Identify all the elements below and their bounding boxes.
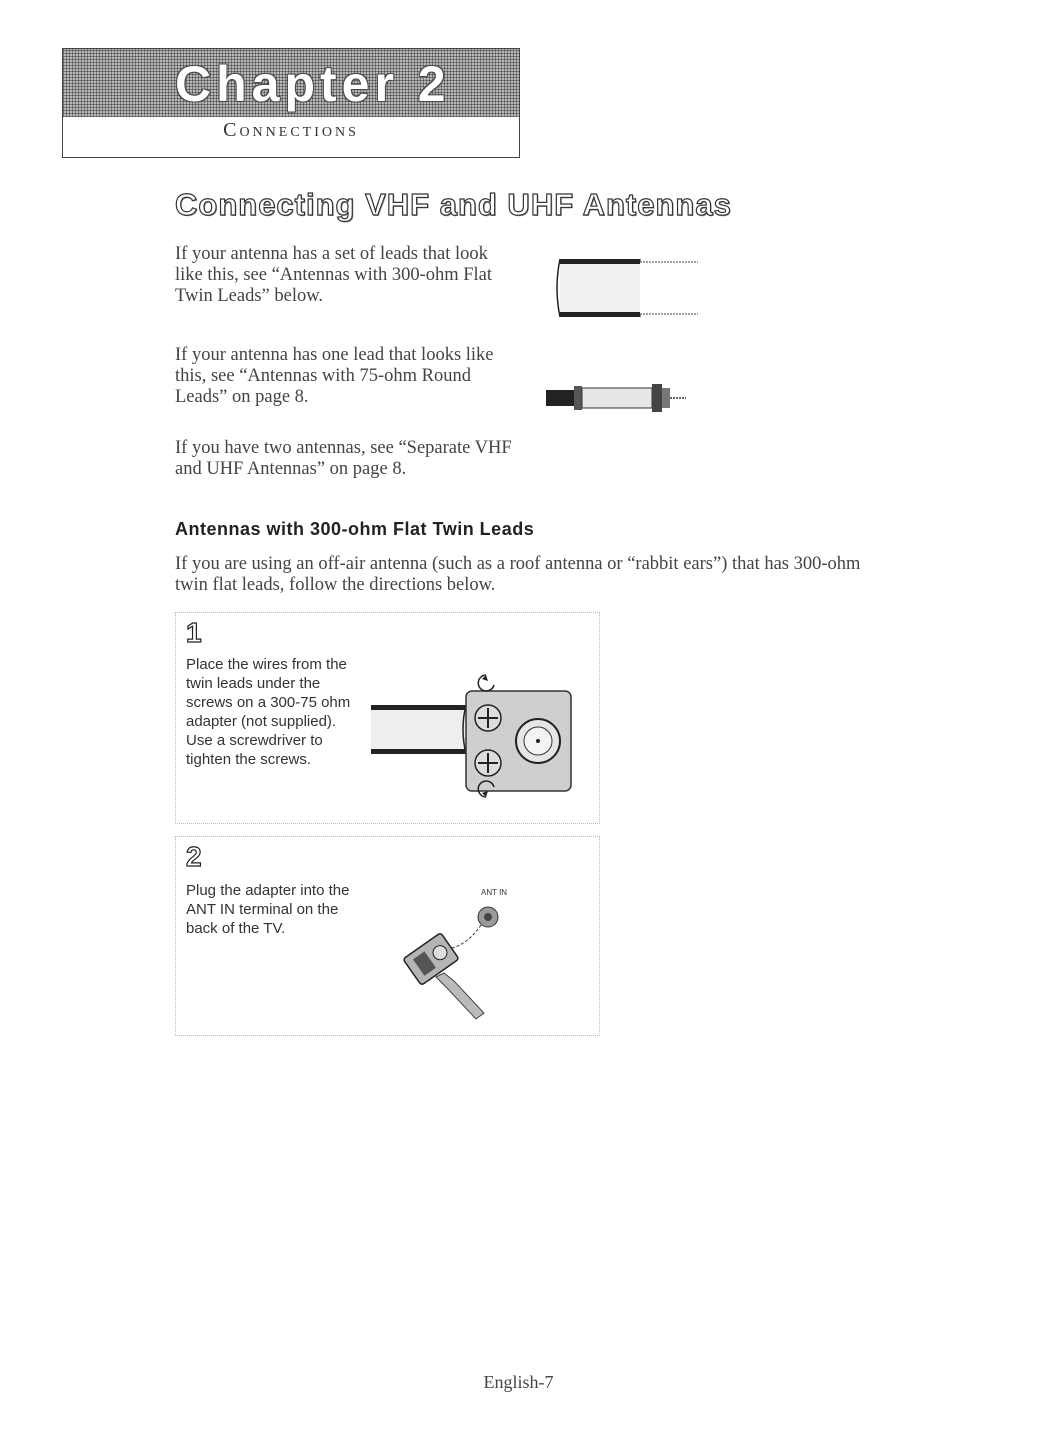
step-text: Plug the adapter into the ANT IN terminal on the back of the TV. bbox=[186, 882, 350, 937]
section-heading: Antennas with 300-ohm Flat Twin Leads bbox=[175, 519, 535, 539]
step-text: Place the wires from the twin leads under the screws on a 300-75 ohm adapter (not supplied). Use a screwdriver to tighten the screws. bbox=[186, 656, 351, 768]
round-lead-illustration bbox=[540, 378, 720, 418]
ant-in-label: ANT IN bbox=[481, 888, 508, 897]
page-number: English-7 bbox=[483, 1372, 554, 1392]
chapter-title: Chapter 2 bbox=[175, 56, 451, 112]
chapter-header bbox=[62, 48, 520, 158]
page-title: Connecting VHF and UHF Antennas bbox=[175, 187, 732, 222]
paragraph-flat-leads: If your antenna has a set of leads that look like this, see “Antennas with 300-ohm Flat Twin Leads” below. bbox=[175, 244, 493, 306]
section-intro: If you are using an off-air antenna (such as a roof antenna or “rabbit ears”) that has 300-ohm twin flat leads, follow the directions below. bbox=[175, 554, 861, 595]
paragraph-two-antennas: If you have two antennas, see “Separate VHF and UHF Antennas” on page 8. bbox=[175, 438, 512, 479]
paragraph-round-leads: If your antenna has one lead that looks like this, see “Antennas with 75-ohm Round Leads” on page 8. bbox=[175, 345, 494, 407]
step-number: 2 bbox=[186, 841, 202, 872]
step-1-panel bbox=[175, 612, 600, 824]
step-2-panel bbox=[175, 836, 600, 1036]
adapter-wiring-illustration bbox=[366, 653, 576, 803]
chapter-subtitle: Connections bbox=[223, 119, 359, 141]
flat-twin-lead-illustration bbox=[540, 257, 720, 327]
chapter-banner bbox=[63, 49, 519, 117]
step-number: 1 bbox=[186, 617, 202, 648]
adapter-plug-illustration bbox=[386, 877, 536, 1027]
